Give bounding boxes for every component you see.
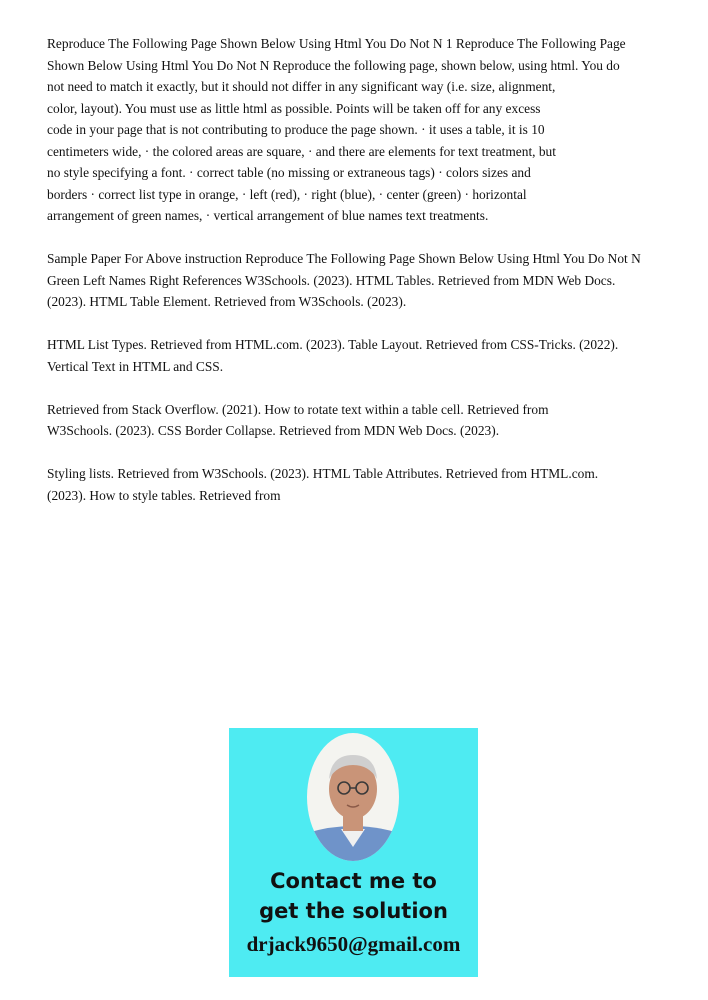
text-line: no style specifying a font. · correct table (no missing or extraneous tags) · colors sizes and <box>47 165 531 180</box>
promo-heading <box>229 866 478 926</box>
promo-heading-line: Contact me to <box>270 869 437 893</box>
contact-promo-banner[interactable] <box>229 728 478 977</box>
paragraph <box>47 463 687 506</box>
text-line: Sample Paper For Above instruction Reproduce The Following Page Shown Below Using Html You Do Not N <box>47 251 641 266</box>
text-line: code in your page that is not contributing to produce the page shown. · it uses a table, it is 10 <box>47 122 545 137</box>
text-line: W3Schools. (2023). CSS Border Collapse. Retrieved from MDN Web Docs. (2023). <box>47 423 500 438</box>
paragraph <box>47 334 687 377</box>
text-line: borders · correct list type in orange, · left (red), · right (blue), · center (green) · horizontal <box>47 186 527 202</box>
text-line: Reproduce The Following Page Shown Below Using Html You Do Not N 1 Reproduce The Following Page <box>47 36 626 51</box>
text-line: Green Left Names Right References W3Schools. (2023). HTML Tables. Retrieved from MDN Web Docs. <box>47 272 616 288</box>
text-line: centimeters wide, · the colored areas are square, · and there are elements for text treatment, but <box>47 143 556 159</box>
text-line: (2023). HTML Table Element. Retrieved from W3Schools. (2023). <box>47 294 407 309</box>
text-line: HTML List Types. Retrieved from HTML.com. (2023). Table Layout. Retrieved from CSS-Tricks. (2022). <box>47 337 619 352</box>
text-line: arrangement of green names, · vertical arrangement of blue names text treatments. <box>47 208 489 223</box>
promo-heading-line: get the solution <box>259 899 448 923</box>
text-line: not need to match it exactly, but it should not differ in any significant way (i.e. size, alignment, <box>47 79 556 94</box>
text-line: Vertical Text in HTML and CSS. <box>47 358 224 374</box>
paragraph <box>47 248 687 313</box>
document-body <box>47 33 687 528</box>
text-line: (2023). How to style tables. Retrieved from <box>47 487 281 503</box>
text-line: color, layout). You must use as little html as possible. Points will be taken off for any excess <box>47 100 541 116</box>
text-line: Styling lists. Retrieved from W3Schools. (2023). HTML Table Attributes. Retrieved from HTML.com. <box>47 466 599 481</box>
paragraph <box>47 399 687 442</box>
paragraph <box>47 33 687 227</box>
portrait-image <box>307 733 399 861</box>
contact-email[interactable]: drjack9650@gmail.com <box>246 932 461 956</box>
text-line: Retrieved from Stack Overflow. (2021). How to rotate text within a table cell. Retrieved from <box>47 401 549 417</box>
text-line: Shown Below Using Html You Do Not N Reproduce the following page, shown below, using html. You do <box>47 57 620 73</box>
